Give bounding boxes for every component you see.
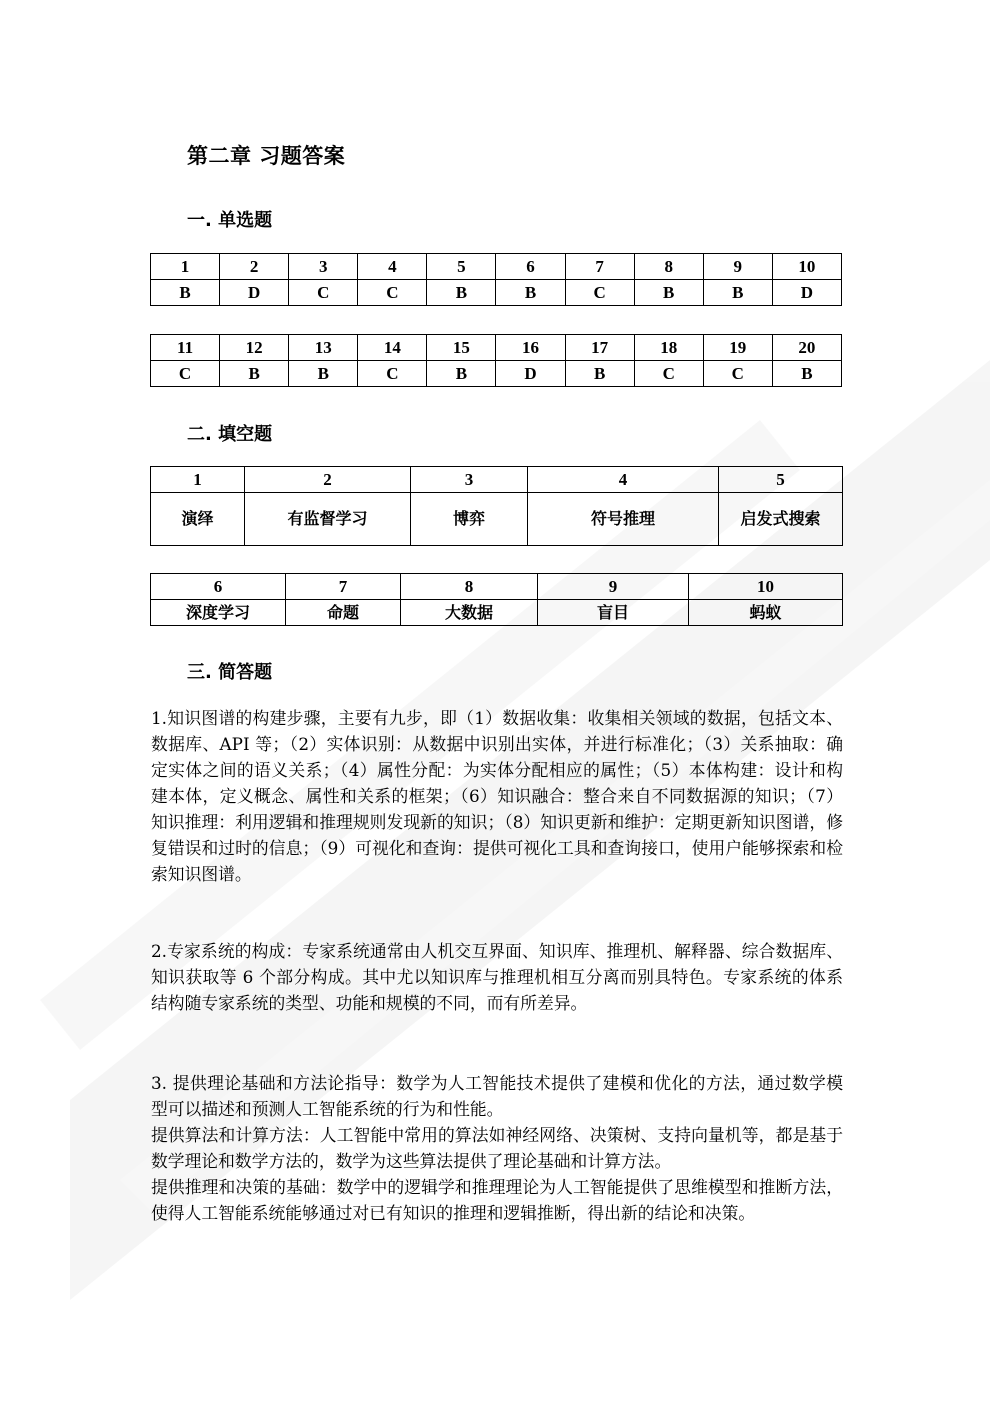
cell-answer: C <box>358 361 427 387</box>
cell-number: 3 <box>411 467 528 493</box>
cell-number: 15 <box>427 335 496 361</box>
table-row-answers <box>151 600 843 626</box>
cell-answer: 启发式搜索 <box>719 493 843 546</box>
single-choice-table-1 <box>150 253 842 306</box>
cell-answer: B <box>772 361 841 387</box>
cell-answer: C <box>358 280 427 306</box>
cell-answer: C <box>703 361 772 387</box>
table-row-answers <box>151 493 843 546</box>
section-heading-short-answer: 三. 简答题 <box>187 662 273 683</box>
cell-number: 7 <box>565 254 634 280</box>
section-heading-single-choice: 一. 单选题 <box>187 210 273 231</box>
fill-blank-table-1 <box>150 466 843 546</box>
cell-answer: 盲目 <box>538 600 689 626</box>
answer-paragraph: 提供推理和决策的基础：数学中的逻辑学和推理理论为人工智能提供了思维模型和推断方法，使得人工智能系统能够通过对已有知识的推理和逻辑推断，得出新的结论和决策。 <box>151 1177 843 1223</box>
cell-answer: C <box>565 280 634 306</box>
cell-answer: B <box>427 361 496 387</box>
cell-number: 2 <box>245 467 411 493</box>
cell-answer: 命题 <box>286 600 401 626</box>
cell-answer: B <box>220 361 289 387</box>
cell-number: 10 <box>689 574 843 600</box>
cell-answer: D <box>220 280 289 306</box>
cell-number: 6 <box>496 254 565 280</box>
cell-answer: 有监督学习 <box>245 493 411 546</box>
cell-number: 12 <box>220 335 289 361</box>
cell-number: 13 <box>289 335 358 361</box>
table-row-numbers <box>151 574 843 600</box>
cell-answer: 演绎 <box>151 493 245 546</box>
cell-number: 1 <box>151 467 245 493</box>
short-answer-1 <box>151 705 843 887</box>
cell-number: 5 <box>719 467 843 493</box>
single-choice-table-2 <box>150 334 842 387</box>
cell-answer: B <box>151 280 220 306</box>
cell-number: 11 <box>151 335 220 361</box>
table-row-answers <box>151 361 842 387</box>
cell-answer: 博弈 <box>411 493 528 546</box>
answer-paragraph: 提供算法和计算方法：人工智能中常用的算法如神经网络、决策树、支持向量机等，都是基于数学理论和数学方法的，数学为这些算法提供了理论基础和计算方法。 <box>151 1125 843 1171</box>
cell-answer: B <box>496 280 565 306</box>
table-row-numbers <box>151 335 842 361</box>
cell-number: 5 <box>427 254 496 280</box>
cell-answer: 深度学习 <box>151 600 286 626</box>
cell-number: 4 <box>528 467 719 493</box>
cell-number: 17 <box>565 335 634 361</box>
fill-blank-table-2 <box>150 573 843 626</box>
cell-answer: C <box>151 361 220 387</box>
cell-number: 14 <box>358 335 427 361</box>
cell-number: 16 <box>496 335 565 361</box>
page-title: 第二章 习题答案 <box>187 144 346 168</box>
cell-number: 18 <box>634 335 703 361</box>
cell-answer: D <box>772 280 841 306</box>
section-heading-fill-blank: 二. 填空题 <box>187 424 273 445</box>
cell-number: 1 <box>151 254 220 280</box>
cell-answer: B <box>289 361 358 387</box>
answer-paragraph: 1.知识图谱的构建步骤，主要有九步，即（1）数据收集：收集相关领域的数据，包括文本、数据库、API 等；（2）实体识别：从数据中识别出实体，并进行标准化；（3）关系抽取：确定实体之间的语义关系；（4）属性分配：为实体分配相应的属性；（5）本体构建：设计和构建本体，定义概念、属性和关系的框架；（6）知识融合：整合来自不同数据源的知识；（7）知识推理：利用逻辑和推理规则发现新的知识；（8）知识更新和维护：定期更新知识图谱，修复错误和过时的信息；（9）可视化和查询：提供可视化工具和查询接口，使用户能够探索和检索知识图谱。 <box>151 708 843 884</box>
cell-number: 9 <box>538 574 689 600</box>
cell-number: 10 <box>772 254 841 280</box>
cell-number: 4 <box>358 254 427 280</box>
cell-answer: B <box>703 280 772 306</box>
cell-answer: C <box>634 361 703 387</box>
cell-number: 8 <box>401 574 538 600</box>
cell-number: 9 <box>703 254 772 280</box>
cell-answer: 大数据 <box>401 600 538 626</box>
cell-answer: 符号推理 <box>528 493 719 546</box>
cell-number: 2 <box>220 254 289 280</box>
table-row-numbers <box>151 254 842 280</box>
table-row-answers <box>151 280 842 306</box>
cell-number: 6 <box>151 574 286 600</box>
short-answer-2 <box>151 938 843 1016</box>
short-answer-3 <box>151 1070 843 1226</box>
cell-number: 7 <box>286 574 401 600</box>
cell-answer: C <box>289 280 358 306</box>
answer-paragraph: 3. 提供理论基础和方法论指导：数学为人工智能技术提供了建模和优化的方法，通过数学模型可以描述和预测人工智能系统的行为和性能。 <box>151 1073 843 1119</box>
cell-answer: B <box>634 280 703 306</box>
cell-answer: 蚂蚁 <box>689 600 843 626</box>
cell-answer: B <box>427 280 496 306</box>
cell-number: 3 <box>289 254 358 280</box>
cell-number: 8 <box>634 254 703 280</box>
cell-number: 20 <box>772 335 841 361</box>
answer-paragraph: 2.专家系统的构成：专家系统通常由人机交互界面、知识库、推理机、解释器、综合数据库、知识获取等 6 个部分构成。其中尤以知识库与推理机相互分离而别具特色。专家系统的体系结构随专家系统的类型、功能和规模的不同，而有所差异。 <box>151 941 843 1013</box>
cell-answer: B <box>565 361 634 387</box>
table-row-numbers <box>151 467 843 493</box>
cell-answer: D <box>496 361 565 387</box>
cell-number: 19 <box>703 335 772 361</box>
